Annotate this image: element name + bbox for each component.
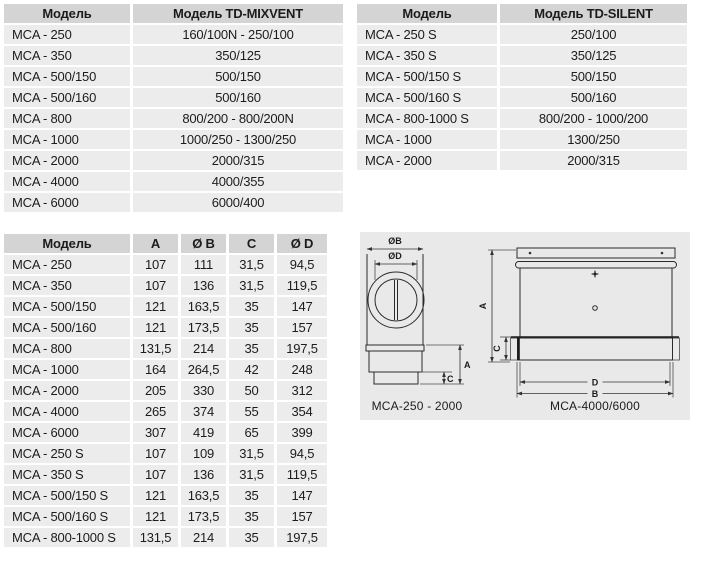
- duct-stub: [374, 372, 418, 384]
- fixing-cross: [592, 271, 599, 278]
- table-cell: 94,5: [277, 255, 327, 274]
- table-cell: 121: [133, 507, 178, 526]
- table-cell: 55: [229, 402, 274, 421]
- table-cell: 31,5: [229, 465, 274, 484]
- table-cell: 35: [229, 297, 274, 316]
- table-cell: 163,5: [181, 486, 226, 505]
- table-cell: MCA - 2000: [4, 151, 130, 170]
- table-cell: 121: [133, 486, 178, 505]
- table-cell: MCA - 500/150 S: [357, 67, 497, 86]
- table-row: [4, 151, 343, 170]
- table-cell: MCA - 350 S: [4, 465, 130, 484]
- table-cell: MCA - 2000: [357, 151, 497, 170]
- table-cell: 2000/315: [133, 151, 343, 170]
- dim-label-d: D: [591, 377, 599, 388]
- header-row: [4, 234, 327, 253]
- table-cell: MCA - 250 S: [357, 25, 497, 44]
- table-cell: MCA - 500/150 S: [4, 486, 130, 505]
- duct-end-tab: [511, 338, 518, 360]
- table-cell: 250/100: [500, 25, 687, 44]
- column-header: C: [229, 234, 274, 253]
- table-row: [357, 88, 687, 107]
- column-header: A: [133, 234, 178, 253]
- table-cell: 800/200 - 1000/200: [500, 109, 687, 128]
- table-cell: MCA - 1000: [4, 130, 130, 149]
- column-header: Модель: [4, 4, 130, 23]
- table-cell: 4000/355: [133, 172, 343, 191]
- table-cell: 107: [133, 276, 178, 295]
- table-cell: MCA - 500/160: [4, 88, 130, 107]
- table-cell: MCA - 4000: [4, 402, 130, 421]
- column-header: Модель TD-SILENT: [500, 4, 687, 23]
- table-cell: MCA - 500/150: [4, 67, 130, 86]
- column-header: Модель TD-MIXVENT: [133, 4, 343, 23]
- table-cell: MCA - 500/150: [4, 297, 130, 316]
- table-cell: 214: [181, 339, 226, 358]
- table-cell: MCA - 1000: [357, 130, 497, 149]
- table-cell: 111: [181, 255, 226, 274]
- dim-label-a: A: [464, 360, 471, 370]
- table-row: [4, 318, 327, 337]
- table-cell: 205: [133, 381, 178, 400]
- table-row: [4, 381, 327, 400]
- table-cell: 136: [181, 276, 226, 295]
- table-cell: 350/125: [133, 46, 343, 65]
- table-cell: MCA - 6000: [4, 193, 130, 212]
- table-cell: 107: [133, 255, 178, 274]
- table-cell: 107: [133, 465, 178, 484]
- dimension-diagram-panel: [360, 232, 690, 420]
- table-row: [4, 465, 327, 484]
- dimension-diagram: [360, 232, 690, 420]
- table-cell: 157: [277, 507, 327, 526]
- table-cell: MCA - 4000: [4, 172, 130, 191]
- table-cell: MCA - 500/160 S: [4, 507, 130, 526]
- table-row: [4, 276, 327, 295]
- table-row: [4, 402, 327, 421]
- table-cell: MCA - 800-1000 S: [4, 528, 130, 547]
- table-cell: MCA - 800: [4, 109, 130, 128]
- column-header: Модель: [4, 234, 130, 253]
- dimensions-table: [1, 232, 330, 549]
- table-cell: 2000/315: [500, 151, 687, 170]
- table-row: [4, 109, 343, 128]
- table-cell: 248: [277, 360, 327, 379]
- table-cell: MCA - 250: [4, 25, 130, 44]
- table-row: [4, 255, 327, 274]
- table-cell: MCA - 350: [4, 46, 130, 65]
- table-row: [357, 46, 687, 65]
- outer-ring: [368, 272, 424, 328]
- table-cell: 197,5: [277, 339, 327, 358]
- table-cell: 35: [229, 528, 274, 547]
- table-cell: 147: [277, 486, 327, 505]
- table-cell: 1000/250 - 1300/250: [133, 130, 343, 149]
- table-cell: MCA - 1000: [4, 360, 130, 379]
- table-row: [4, 46, 343, 65]
- dim-label-a: A: [478, 302, 488, 310]
- table-cell: MCA - 250 S: [4, 444, 130, 463]
- table-cell: 354: [277, 402, 327, 421]
- header-row: [357, 4, 687, 23]
- table-cell: 164: [133, 360, 178, 379]
- dim-label-c: C: [492, 345, 502, 352]
- table-cell: 121: [133, 297, 178, 316]
- table-cell: 119,5: [277, 465, 327, 484]
- front-view-caption: MCA-250 - 2000: [371, 399, 463, 413]
- table-cell: 173,5: [181, 507, 226, 526]
- side-view-caption: MCA-4000/6000: [550, 399, 640, 413]
- table-row: [4, 423, 327, 442]
- screw-dot: [661, 252, 664, 255]
- table-cell: 121: [133, 318, 178, 337]
- table-cell: MCA - 350: [4, 276, 130, 295]
- table-row: [4, 297, 327, 316]
- table-cell: MCA - 350 S: [357, 46, 497, 65]
- table-cell: 131,5: [133, 528, 178, 547]
- table-cell: MCA - 6000: [4, 423, 130, 442]
- table-row: [4, 360, 327, 379]
- front-view-diagram: [366, 236, 471, 413]
- table-cell: 800/200 - 800/200N: [133, 109, 343, 128]
- table-cell: 31,5: [229, 444, 274, 463]
- rolled-bead: [516, 262, 677, 269]
- table-row: [357, 109, 687, 128]
- table-row: [4, 88, 343, 107]
- table-row: [357, 151, 687, 170]
- table-row: [4, 444, 327, 463]
- table-cell: MCA - 250: [4, 255, 130, 274]
- table-cell: 107: [133, 444, 178, 463]
- side-view-diagram: [478, 248, 680, 413]
- table-cell: 399: [277, 423, 327, 442]
- table-cell: 131,5: [133, 339, 178, 358]
- table-cell: 214: [181, 528, 226, 547]
- table-cell: 160/100N - 250/100: [133, 25, 343, 44]
- table-cell: 50: [229, 381, 274, 400]
- inner-ring: [375, 279, 417, 321]
- table-cell: 1300/250: [500, 130, 687, 149]
- table-row: [4, 507, 327, 526]
- table-cell: 65: [229, 423, 274, 442]
- screw-dot: [529, 252, 532, 255]
- table-row: [4, 339, 327, 358]
- casing: [369, 351, 422, 372]
- mixvent-model-table: [1, 2, 346, 214]
- table-cell: 197,5: [277, 528, 327, 547]
- table-cell: 265: [133, 402, 178, 421]
- table-cell: 35: [229, 507, 274, 526]
- table-row: [4, 172, 343, 191]
- table-cell: 500/160: [500, 88, 687, 107]
- table-cell: 500/150: [133, 67, 343, 86]
- table-cell: 136: [181, 465, 226, 484]
- table-cell: 6000/400: [133, 193, 343, 212]
- table-cell: 173,5: [181, 318, 226, 337]
- table-cell: 119,5: [277, 276, 327, 295]
- table-cell: 157: [277, 318, 327, 337]
- silent-model-table: [354, 2, 690, 172]
- table-cell: 330: [181, 381, 226, 400]
- table-row: [4, 193, 343, 212]
- column-header: Ø D: [277, 234, 327, 253]
- table-cell: MCA - 500/160 S: [357, 88, 497, 107]
- casing-body: [520, 268, 672, 337]
- table-row: [4, 528, 327, 547]
- table-row: [4, 25, 343, 44]
- dim-label-ob: ØB: [388, 236, 402, 246]
- dim-label-c: C: [447, 374, 454, 384]
- table-cell: 350/125: [500, 46, 687, 65]
- dim-label-b: B: [591, 389, 599, 399]
- table-cell: 35: [229, 339, 274, 358]
- duct-end-tab: [673, 338, 680, 360]
- table-cell: 419: [181, 423, 226, 442]
- mounting-flange: [517, 248, 675, 258]
- table-cell: 42: [229, 360, 274, 379]
- column-header: Модель: [357, 4, 497, 23]
- table-row: [4, 130, 343, 149]
- dim-label-od: ØD: [388, 251, 402, 261]
- table-cell: 31,5: [229, 276, 274, 295]
- table-cell: MCA - 800-1000 S: [357, 109, 497, 128]
- table-cell: 264,5: [181, 360, 226, 379]
- duct-section: [518, 338, 673, 360]
- table-cell: 109: [181, 444, 226, 463]
- table-row: [4, 486, 327, 505]
- table-cell: 500/150: [500, 67, 687, 86]
- table-cell: 500/160: [133, 88, 343, 107]
- table-cell: 163,5: [181, 297, 226, 316]
- table-cell: 35: [229, 318, 274, 337]
- table-cell: 31,5: [229, 255, 274, 274]
- table-row: [357, 67, 687, 86]
- collar: [366, 345, 424, 351]
- table-cell: 374: [181, 402, 226, 421]
- table-cell: MCA - 2000: [4, 381, 130, 400]
- table-row: [4, 67, 343, 86]
- table-cell: MCA - 800: [4, 339, 130, 358]
- table-cell: MCA - 500/160: [4, 318, 130, 337]
- table-cell: 307: [133, 423, 178, 442]
- table-row: [357, 25, 687, 44]
- table-row: [357, 130, 687, 149]
- hole: [593, 306, 598, 311]
- table-cell: 312: [277, 381, 327, 400]
- table-cell: 35: [229, 486, 274, 505]
- table-cell: 147: [277, 297, 327, 316]
- column-header: Ø B: [181, 234, 226, 253]
- header-row: [4, 4, 343, 23]
- table-cell: 94,5: [277, 444, 327, 463]
